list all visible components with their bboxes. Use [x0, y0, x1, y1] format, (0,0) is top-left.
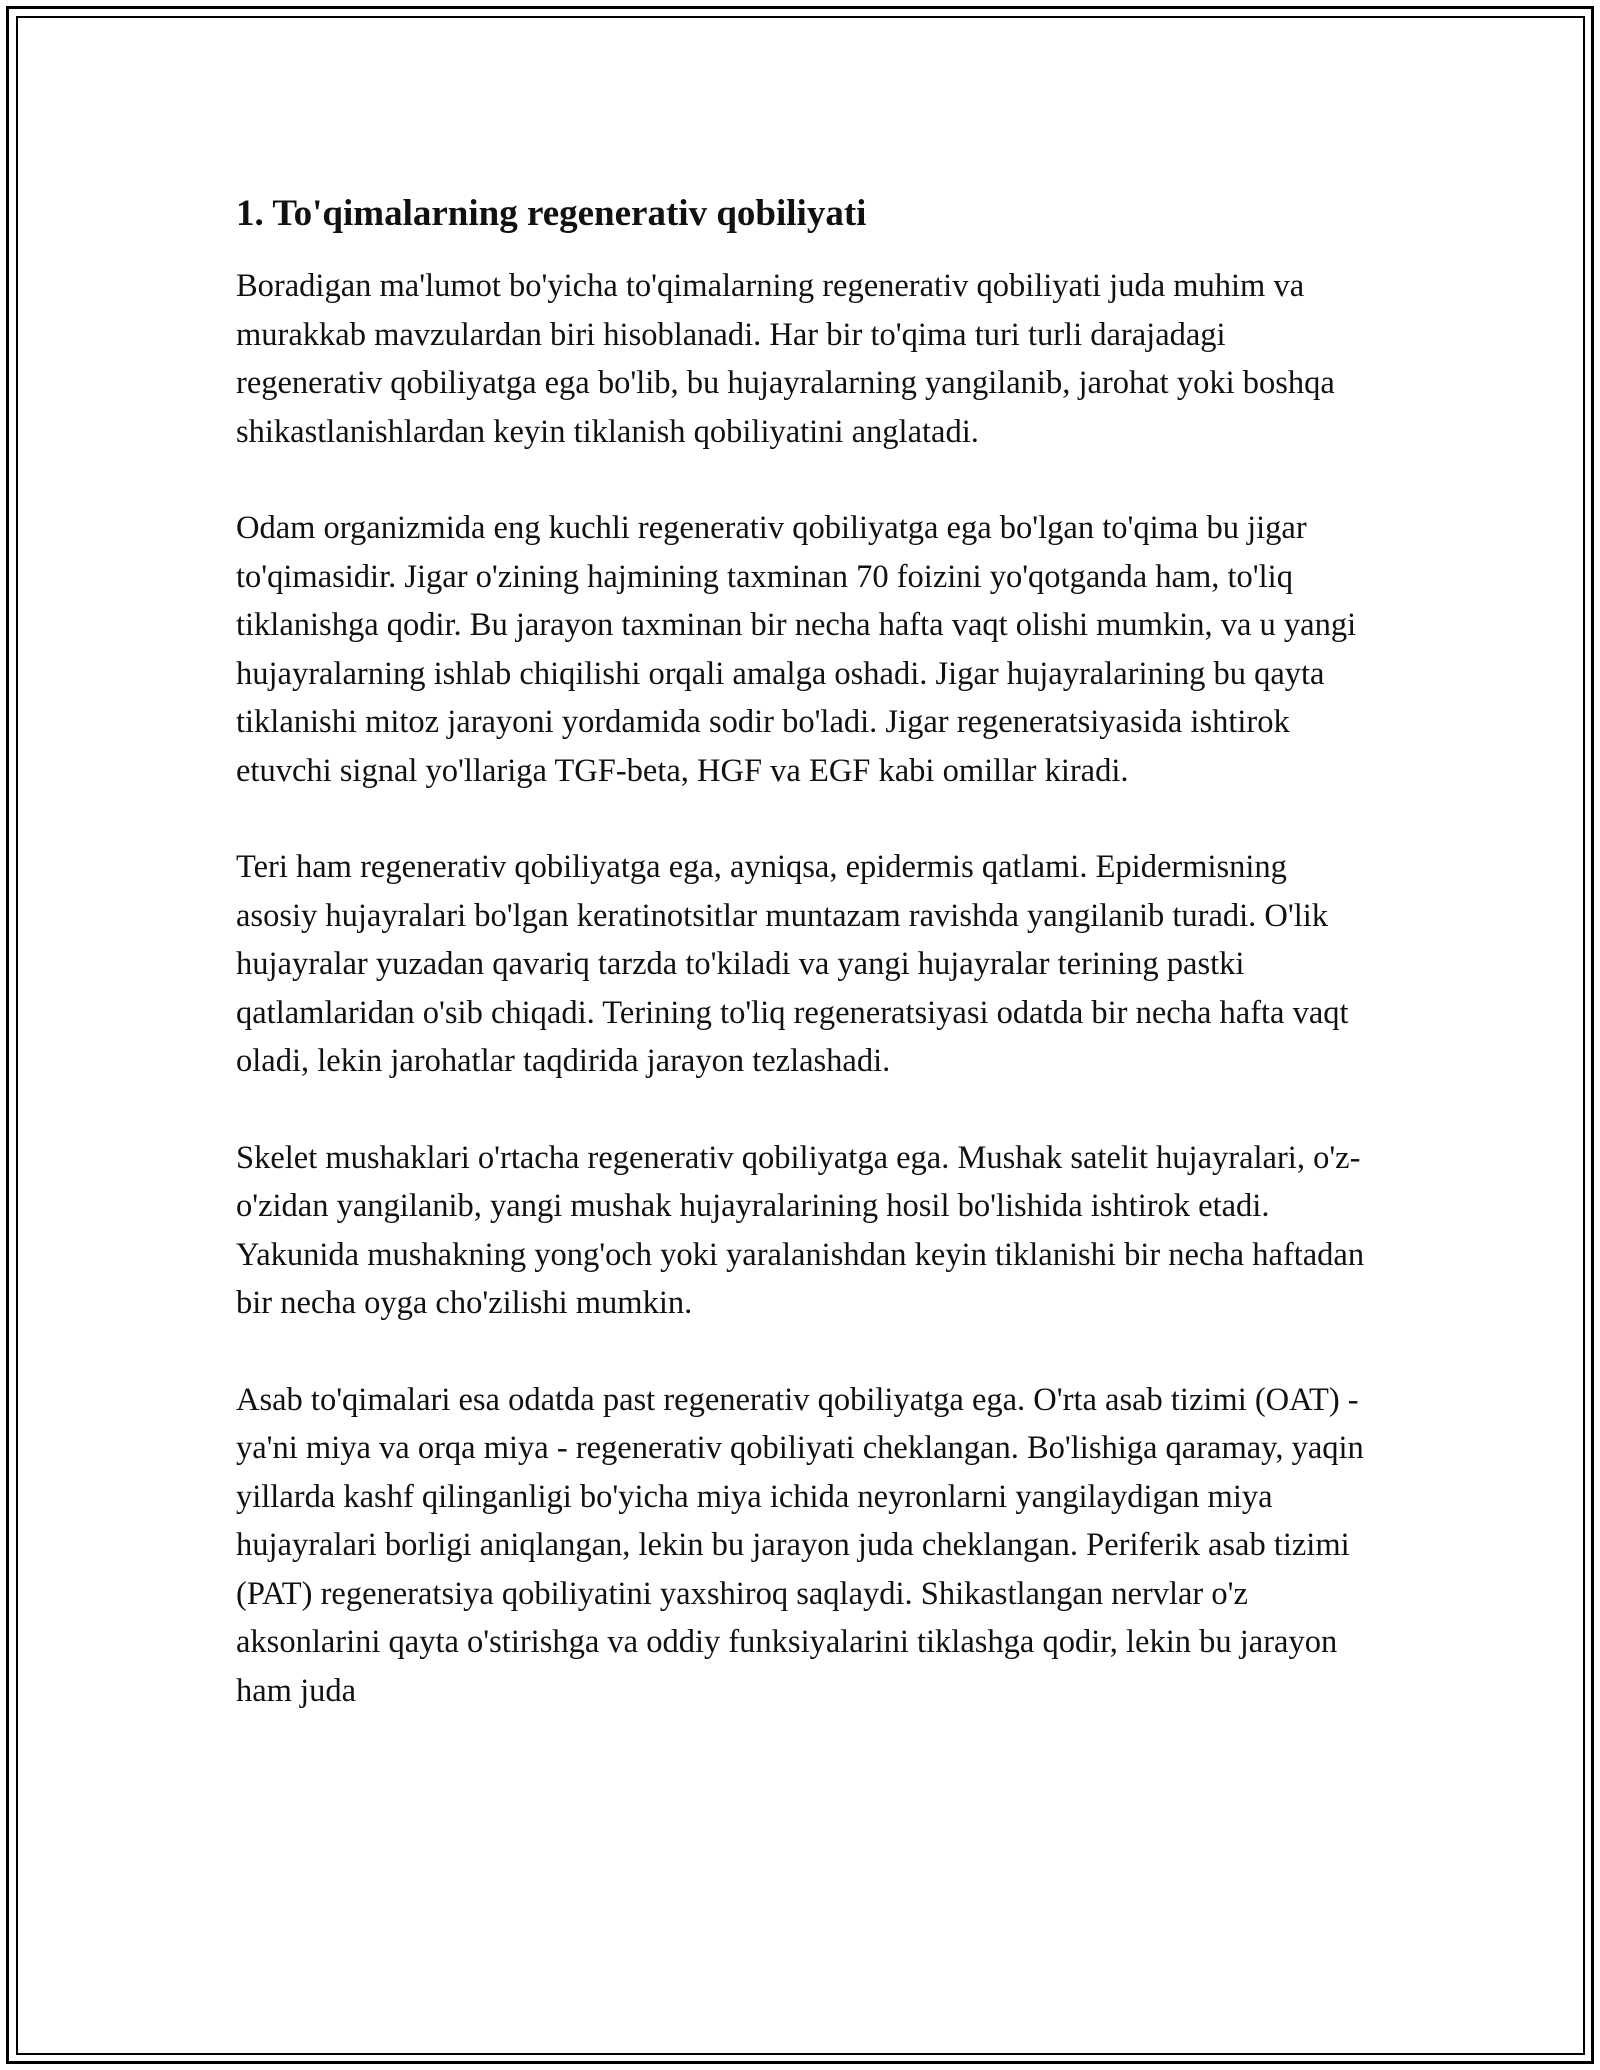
- section-heading: 1. To'qimalarning regenerativ qobiliyati: [236, 193, 867, 234]
- paragraph-muscle: Skelet mushaklari o'rtacha regenerativ qobiliyatga ega. Mushak satelit hujayralari, o'z-o'zidan yangilanib, yangi mushak hujayralarining hosil bo'lishida ishtirok etadi. Yakunida mushakning yong'och yoki yaralanishdan keyin tiklanishi bir necha haftadan bir necha oyga cho'zilishi mumkin.: [236, 1139, 1365, 1321]
- paragraph-nerve: Asab to'qimalari esa odatda past regenerativ qobiliyatga ega. O'rta asab tizimi (OAT) - ya'ni miya va orqa miya - regenerativ qobiliyati cheklangan. Bo'lishiga qaramay, yaqin yillarda kashf qilinganligi bo'yicha miya ichida neyronlarni yangilaydigan miya hujayralari borligi aniqlangan, lekin bu jarayon juda cheklangan. Periferik asab tizimi (PAT) regeneratsiya qobiliyatini yaxshiroq saqlaydi. Shikastlangan nervlar o'z aksonlarini qayta o'stirishga va oddiy funksiyalarini tiklashga qodir, lekin bu jarayon ham juda: [236, 1381, 1364, 1709]
- paragraph-skin: Teri ham regenerativ qobiliyatga ega, ayniqsa, epidermis qatlami. Epidermisning asosiy hujayralari bo'lgan keratinotsitlar muntazam ravishda yangilanib turadi. O'lik hujayralar yuzadan qavariq tarzda to'kiladi va yangi hujayralar terining pastki qatlamlaridan o'sib chiqadi. Terining to'liq regeneratsiyasi odatda bir necha hafta vaqt oladi, lekin jarohatlar taqdirida jarayon tezlashadi.: [236, 849, 1349, 1079]
- document-body: [236, 186, 1366, 1715]
- paragraph-liver: Odam organizmida eng kuchli regenerativ qobiliyatga ega bo'lgan to'qima bu jigar to'qimasidir. Jigar o'zining hajmining taxminan 70 foizini yo'qotganda ham, to'liq tiklanishga qodir. Bu jarayon taxminan bir necha hafta vaqt olishi mumkin, va u yangi hujayralarning ishlab chiqilishi orqali amalga oshadi. Jigar hujayralarining bu qayta tiklanishi mitoz jarayoni yordamida sodir bo'ladi. Jigar regeneratsiyasida ishtirok etuvchi signal yo'llariga TGF-beta, HGF va EGF kabi omillar kiradi.: [236, 510, 1357, 789]
- paragraph-intro: Boradigan ma'lumot bo'yicha to'qimalarning regenerativ qobiliyati juda muhim va murakkab mavzulardan biri hisoblanadi. Har bir to'qima turi turli darajadagi regenerativ qobiliyatga ega bo'lib, bu hujayralarning yangilanib, jarohat yoki boshqa shikastlanishlardan keyin tiklanish qobiliyatini anglatadi.: [236, 268, 1335, 450]
